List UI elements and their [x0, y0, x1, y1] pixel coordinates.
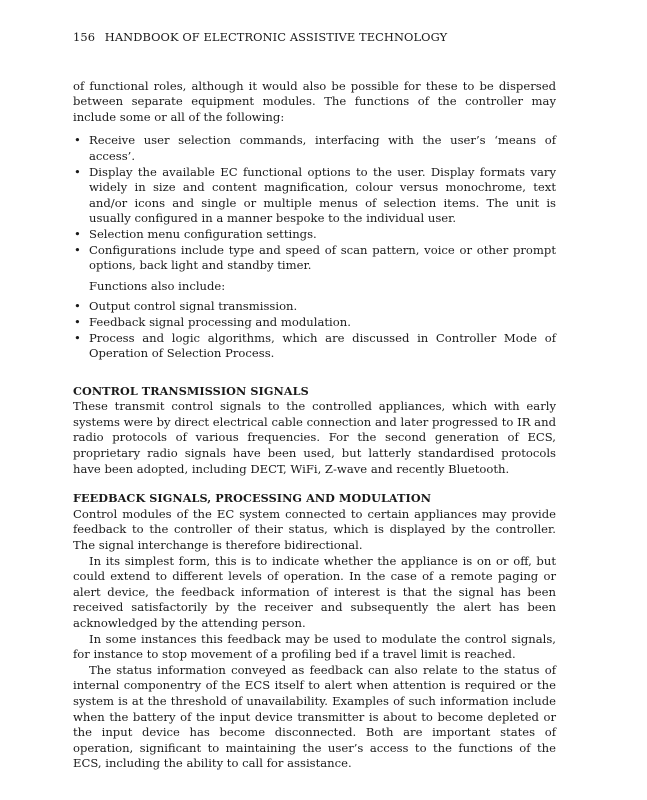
intro-paragraph: of functional roles, although it would also be possible for these to be dispersed between separate equipment modules. The functions of the controller may include some or all of the following: — [73, 78, 556, 124]
controller-functions-list — [73, 133, 556, 273]
control-paragraph: These transmit control signals to the controlled appliances, which with early systems were by direct electrical cable connection and later progressed to IR and radio protocols of various frequencies. For the second generation of ECS, proprietary radio signals have been used, but latterly standardised protocols have been adopted, including DECT, WiFi, Z-wave and recently Bluetooth. — [73, 399, 556, 476]
running-title: HANDBOOK OF ELECTRONIC ASSISTIVE TECHNOLOGY — [104, 30, 448, 44]
list-item: • Receive user selection commands, interfacing with the user’s ‘means of access’. — [73, 133, 556, 164]
list-item: • Feedback signal processing and modulation. — [73, 315, 556, 331]
feedback-paragraph: The status information conveyed as feedback can also relate to the status of internal componentry of the ECS itself to alert when attention is required or the system is at the threshold of unavailability. Examples of such information include when the battery of the input device transmitter is about to become depleted or the input device has become disconnected. Both are important states of operation, significant to maintaining the user’s access to the functions of the ECS, including the ability to call for assistance. — [73, 662, 556, 771]
list-item: • Selection menu configuration settings. — [73, 227, 556, 243]
list-item: • Process and logic algorithms, which are discussed in Controller Mode of Operation of Selection Process. — [73, 331, 556, 362]
also-include-label: Functions also include: — [89, 278, 226, 293]
list-item: • Configurations include type and speed of scan pattern, voice or other prompt options, back light and standby timer. — [73, 243, 556, 274]
document-page — [73, 30, 556, 772]
list-item: • Output control signal transmission. — [73, 299, 556, 315]
section-heading-feedback: FEEDBACK SIGNALS, PROCESSING AND MODULATION — [73, 491, 432, 506]
section-heading-control: CONTROL TRANSMISSION SIGNALS — [73, 383, 309, 398]
additional-functions-list — [73, 299, 556, 361]
page-number: 156 — [73, 30, 96, 44]
feedback-paragraph: In some instances this feedback may be used to modulate the control signals, for instance to stop movement of a profiling bed if a travel limit is reached. — [73, 631, 556, 662]
feedback-paragraph: Control modules of the EC system connected to certain appliances may provide feedback to the controller of their status, which is displayed by the controller. The signal interchange is therefore bidirectional. — [73, 506, 556, 553]
running-header — [73, 30, 556, 46]
feedback-paragraph: In its simplest form, this is to indicate whether the appliance is on or off, but could extend to different levels of operation. In the case of a remote paging or alert device, the feedback information of interest is that the signal has been received satisfactorily by the receiver and subsequently the alert has been acknowledged by the attending person. — [73, 553, 556, 630]
list-item: • Display the available EC functional options to the user. Display formats vary widely in size and content magnification, colour versus monochrome, text and/or icons and single or multiple menus of selection items. The unit is usually configured in a manner bespoke to the individual user. — [73, 165, 556, 227]
